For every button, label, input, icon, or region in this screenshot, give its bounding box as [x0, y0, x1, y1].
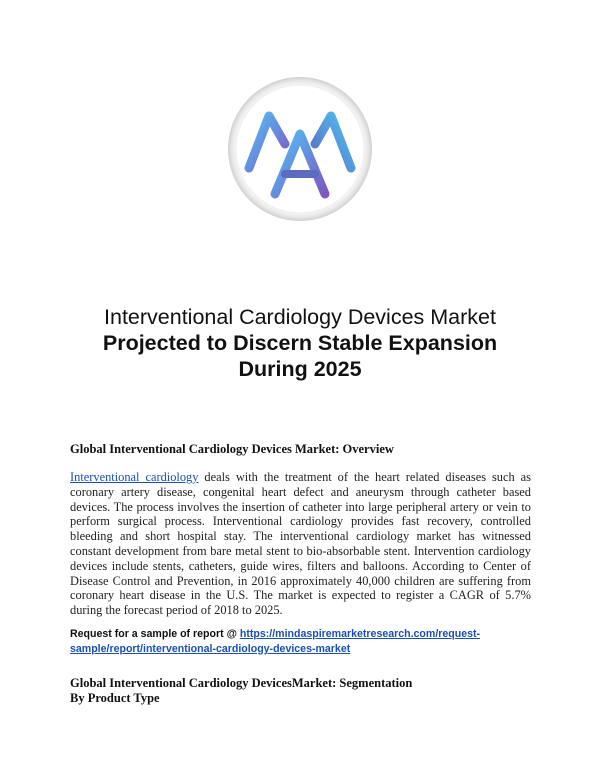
overview-body-text: deals with the treatment of the heart related diseases such as coronary artery disease, congenital heart defect and aneurysm through catheter based devices. The process involves the insertion of catheter into large peripheral artery or vein to perform surgical process. Interventional cardiology provides fast recovery, controlled bleeding and short hospital stay. The interventional cardiology market has witnessed constant development from bare metal stent to bio-absorbable stent. Intervention cardiology devices include stents, catheters, guide wires, filters and balloons. According to Center of Disease Control and Prevention, in 2016 approximately 40,000 children are suffering from coronary heart disease in the U.S. The market is expected to register a CAGR of 5.7% during the forecast period of 2018 to 2025. [70, 470, 531, 618]
logo [227, 76, 373, 222]
request-sample-line [70, 627, 540, 657]
overview-heading: Global Interventional Cardiology Devices Market: Overview [70, 442, 394, 456]
request-url-line-2: sample/report/interventional-cardiology-devices-market [70, 643, 351, 655]
title-line-3: During 2025 [238, 357, 362, 381]
document-title [40, 304, 560, 382]
request-label: Request for a sample of report @ [70, 628, 240, 640]
mindaspire-logo-icon [227, 76, 373, 222]
title-line-1: Interventional Cardiology Devices Market [104, 305, 496, 329]
title-line-2: Projected to Discern Stable Expansion [102, 331, 498, 355]
segmentation-heading: Global Interventional Cardiology DevicesMarket: Segmentation [70, 676, 413, 690]
request-url-line-1: https://mindaspiremarketresearch.com/request- [239, 628, 481, 640]
interventional-cardiology-link[interactable]: Interventional cardiology [70, 470, 199, 484]
product-type-subheading: By Product Type [70, 691, 160, 705]
overview-paragraph [70, 470, 531, 618]
